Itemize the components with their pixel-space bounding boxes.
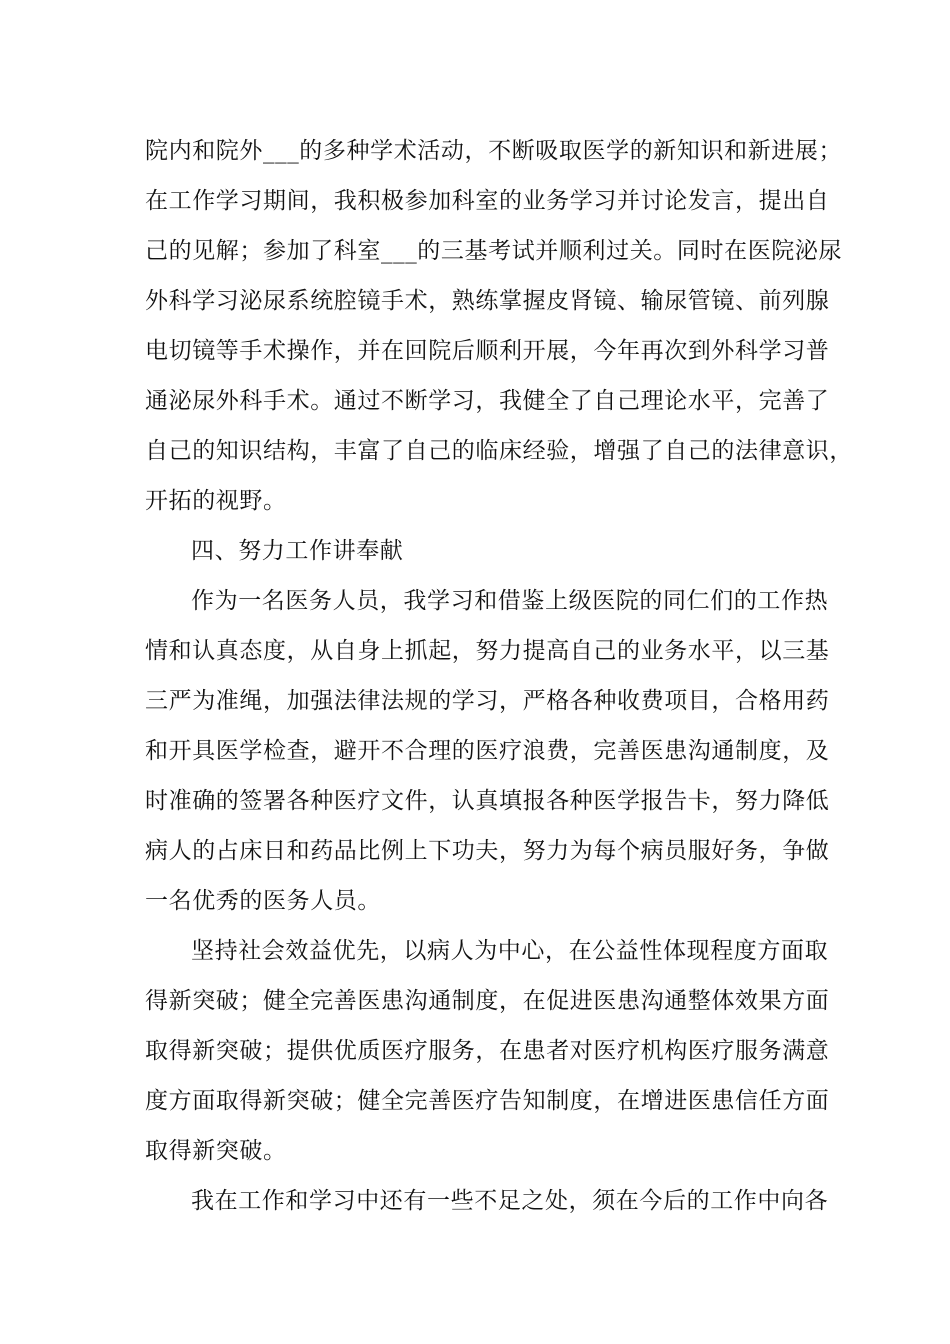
text-line: 通泌尿外科手术。通过不断学习，我健全了自己理论水平，完善了 xyxy=(145,388,830,414)
text-line: 作为一名医务人员，我学习和借鉴上级医院的同仁们的工作热 xyxy=(191,588,829,614)
text-line: 得新突破；健全完善医患沟通制度，在促进医患沟通整体效果方面 xyxy=(145,988,830,1014)
text-line: 取得新突破；提供优质医疗服务，在患者对医疗机构医疗服务满意 xyxy=(145,1038,830,1064)
text-line: 院内和院外___的多种学术活动，不断吸取医学的新知识和新进展； xyxy=(145,138,843,164)
text-line: 情和认真态度，从自身上抓起，努力提高自己的业务水平，以三基 xyxy=(145,638,830,664)
text-line: 取得新突破。 xyxy=(145,1138,287,1164)
text-line: 外科学习泌尿系统腔镜手术，熟练掌握皮肾镜、输尿管镜、前列腺 xyxy=(145,288,830,314)
text-line: 三严为准绳，加强法律法规的学习，严格各种收费项目，合格用药 xyxy=(145,688,830,714)
text-line: 己的见解；参加了科室___的三基考试并顺利过关。同时在医院泌尿 xyxy=(145,238,843,264)
text-line: 一名优秀的医务人员。 xyxy=(145,888,381,914)
text-line: 自己的知识结构，丰富了自己的临床经验，增强了自己的法律意识， xyxy=(145,438,853,464)
text-line: 时准确的签署各种医疗文件，认真填报各种医学报告卡，努力降低 xyxy=(145,788,830,814)
text-line: 开拓的视野。 xyxy=(145,488,287,514)
text-line: 度方面取得新突破；健全完善医疗告知制度，在增进医患信任方面 xyxy=(145,1088,830,1114)
text-line: 在工作学习期间，我积极参加科室的业务学习并讨论发言，提出自 xyxy=(145,188,830,214)
text-line: 坚持社会效益优先，以病人为中心，在公益性体现程度方面取 xyxy=(191,938,829,964)
text-line: 我在工作和学习中还有一些不足之处，须在今后的工作中向各 xyxy=(191,1188,829,1214)
text-line: 电切镜等手术操作，并在回院后顺利开展，今年再次到外科学习普 xyxy=(145,338,830,364)
text-line: 和开具医学检查，避开不合理的医疗浪费，完善医患沟通制度，及 xyxy=(145,738,830,764)
text-line: 病人的占床日和药品比例上下功夫，努力为每个病员服好务，争做 xyxy=(145,838,830,864)
section-heading: 四、努力工作讲奉献 xyxy=(191,538,404,564)
